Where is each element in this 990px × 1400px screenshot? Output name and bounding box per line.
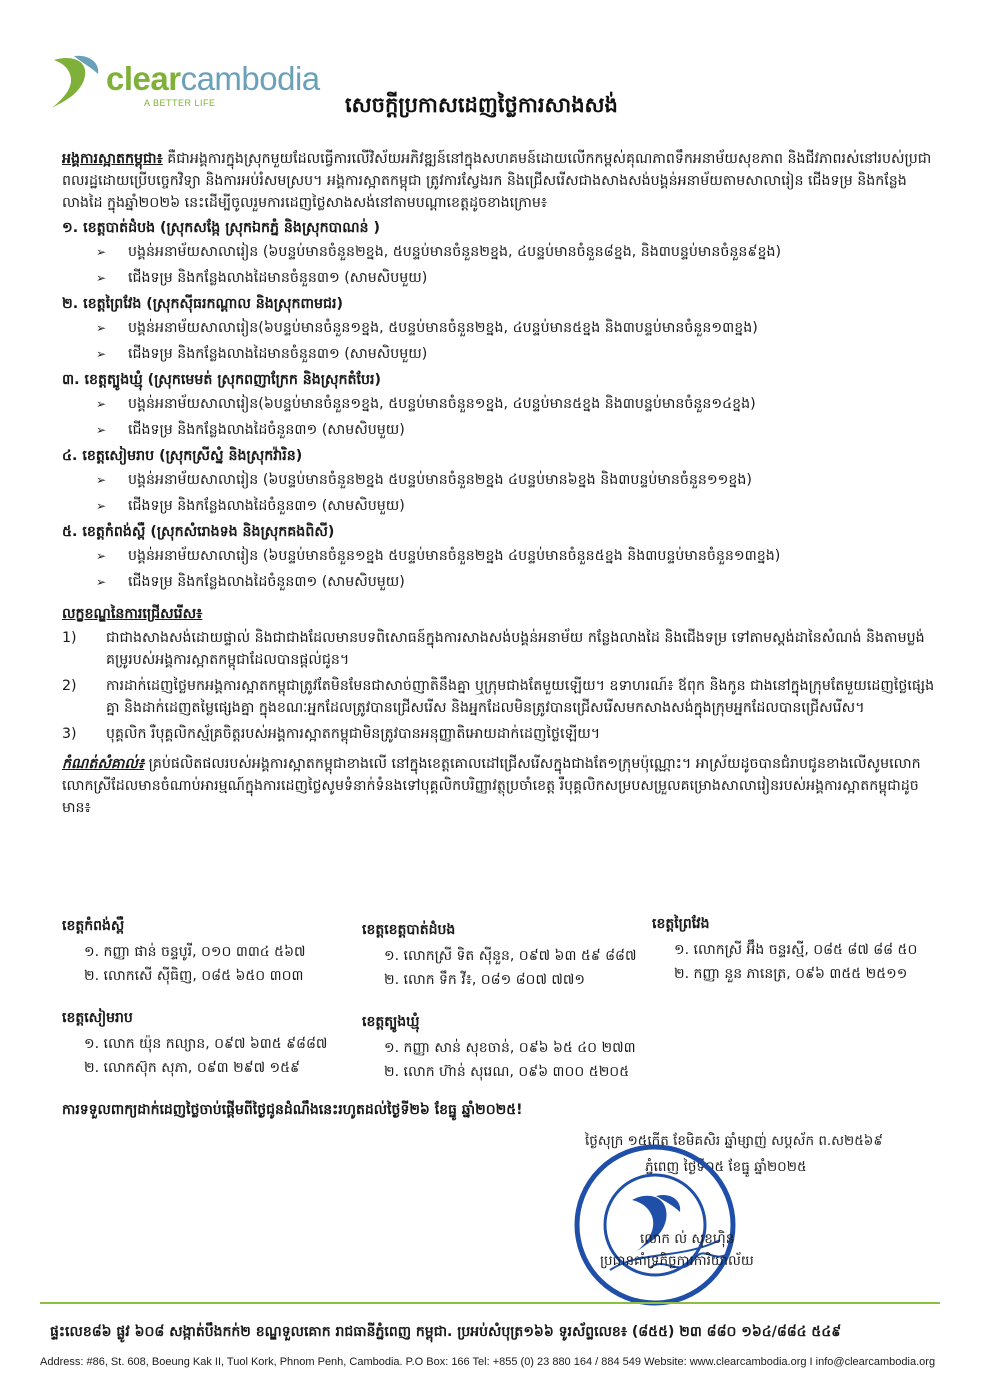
list-item: ➢ បង្គន់អនាម័យសាលារៀន(៦បន្ទប់មានចំនួន១ខ្នង, ៥បន្ទប់មានចំនួន១ខ្នង, ៤បន្ទប់មាន៥ខ្នង និង៣បន្ទប់មានចំនួន១៤ខ្នង) — [62, 393, 942, 415]
list-item: ➢ ជើងទម្រ និងកន្លែងលាងដៃចំនួន៣១ (សាមសិបមួយ) — [62, 495, 942, 517]
criteria-heading: លក្ខខណ្ឌនៃការជ្រើសរើស៖ — [62, 606, 203, 622]
contact-line: ២. លោក ទឹក វី៖, ០៨១ ៨០៧ ៧៧១ — [384, 972, 585, 988]
signer-role: ប្រធានគាំទ្រកិច្ចការការិយាល័យ — [600, 1253, 754, 1269]
page-title: សេចក្តីប្រកាសដេញថ្លៃការសាងសង់ — [345, 93, 618, 117]
list-item: ➢ ជើងទម្រ និងកន្លែងលាងដៃចំនួន៣១ (សាមសិបមួយ) — [62, 419, 942, 441]
lunar-date: ថ្ងៃសុក្រ ១៥កើត ខែមិគសិរ ឆ្នាំម្សាញ់ សប្តស័ក ព.ស២៥៦៩ — [585, 1133, 883, 1149]
contact-line: ២. លោក ហ៊ាន់ សុរេណ, ០៩៦ ៣០០ ៥២០៥ — [384, 1064, 630, 1080]
logo-wordmark: clearcambodia — [106, 60, 320, 97]
footer-address-khmer: ផ្ទះលេខ៨៦ ផ្លូវ ៦០៨ សង្កាត់បឹងកក់២ ខណ្ឌទួលគោក រាជធានីភ្នំពេញ កម្ពុជា. ប្រអប់សំបុត្រ១៦៦ ទូរស័ព្ទលេខ៖ (៨៥៥) ២៣ ៨៨០ ១៦៤/៨៨៤ ៥៤៩ — [50, 1324, 842, 1340]
list-item: ➢ បង្គន់អនាម័យសាលារៀន (៦បន្ទប់មានចំនួន២ខ្នង, ៥បន្ទប់មានចំនួន២ខ្នង, ៤បន្ទប់មានចំនួន៨ខ្នង, និង៣បន្ទប់មានចំនួន៩ខ្នង) — [62, 241, 942, 263]
signer-name: លោក ល់ សុខហ៊ិន — [640, 1231, 735, 1247]
contact-line: ១. កញ្ញា ផាន់ ចន្ទបូរី, ០១០ ៣៣៤ ៥៦៧ — [84, 944, 306, 960]
contact-province: ខេត្តកំពង់ស្ពឺ — [62, 918, 125, 934]
list-item: ➢ បង្គន់អនាម័យសាលារៀន (៦បន្ទប់មានចំនួន២ខ្នង ៥បន្ទប់មានចំនួន២ខ្នង ៤បន្ទប់មាន៦ខ្នង និង៣បន្ទប់មានចំនួន១១ខ្នង) — [62, 469, 942, 491]
province-heading: ៣. ខេត្តត្បូងឃ្មុំ (ស្រុកមេមត់ ស្រុកពញាក្រែក និងស្រុកតំបែរ) — [62, 372, 382, 388]
contact-province: ខេត្តសៀមរាប — [62, 1010, 133, 1026]
intro-text: គឺជាអង្គការក្នុងស្រុកមួយដែលធ្វើការលើវិស័យអភិវឌ្ឍន៍នៅក្នុងសហគមន៍ដោយលើកកម្ពស់គុណភាពទឹកអនាម័យសុខភាព និងជីវភាពរស់នៅរបស់ប្រជាពលរដ្ឋដោយប្រើបច្ចេកវិទ្យា និងការអប់រំសមស្រប។ អង្គការស្អាតកម្ពុជា ត្រូវការស្វែងរក និងជ្រើសរើសជាងសាងសង់បង្គន់អនាម័យតាមសាលារៀន ជើងទម្រ និងកន្លែងលាងដៃ ក្នុងឆ្នាំ២០២៦ នេះដើម្បីចូលរួមការដេញថ្លៃសាងសង់នៅតាមបណ្តាខេត្តដូចខាងក្រោម៖ — [62, 151, 932, 211]
intro-lead: អង្គការស្អាតកម្ពុជា៖ — [62, 151, 163, 167]
province-heading: ១. ខេត្តបាត់ដំបង (ស្រុកសង្កែ ស្រុកឯកភ្នំ និងស្រុកបាណន់ ) — [62, 220, 380, 236]
arrow-icon: ➢ — [96, 245, 107, 259]
contact-province: ខេត្តខេត្តបាត់ដំបង — [362, 922, 456, 938]
contact-line: ២. លោកសេី ស៊ីធិញ, ០៨៥ ៦៥០ ៣០៣ — [84, 968, 304, 984]
province-heading: ២. ខេត្តព្រៃវែង (ស្រុកស៊ីធរកណ្តាល និងស្រុកពាមជរ) — [62, 296, 344, 312]
arrow-icon: ➢ — [96, 347, 107, 361]
criteria-item: 3) បុគ្គលិក រឺបុគ្គលិកស្ម័គ្រចិត្តរបស់អង្គការស្អាតកម្ពុជាមិនត្រូវបានអនុញ្ញាតិអោយដាក់ដេញថ្លៃឡើយ។ — [62, 726, 601, 742]
arrow-icon: ➢ — [96, 549, 107, 563]
arrow-icon: ➢ — [96, 575, 107, 589]
list-item: ➢ ជើងទម្រ និងកន្លែងលាងដៃមានចំនួន៣១ (សាមសិបមួយ) — [62, 343, 942, 365]
announcement-body — [62, 148, 942, 819]
intro-paragraph — [62, 148, 942, 214]
signer-block — [600, 1228, 920, 1272]
note-lead: កំណត់សំគាល់៖ — [62, 756, 145, 772]
contact-block — [362, 918, 662, 992]
province-section — [62, 217, 942, 593]
footer-address-english: Address: #86, St. 608, Boeung Kak II, Tuol Kork, Phnom Penh, Cambodia. P.O Box: 166 Tel: +855 (0) 23 880 164 / 884 549 Website: www.clearcambodia.org I info@clearcambodia.org — [40, 1356, 936, 1368]
arrow-icon: ➢ — [96, 423, 107, 437]
footer-divider — [40, 1302, 940, 1304]
deadline-text: ការទទួលពាក្យដាក់ដេញថ្លៃចាប់ផ្តើមពីថ្ងៃជូនដំណឹងនេះរហូតដល់ថ្ងៃទី២៦ ខែធ្នូ ឆ្នាំ២០២៥! — [62, 1102, 523, 1118]
contact-line: ១. លោកស្រី ទិត ស៊ីនួន, ០៩៧ ៦៣ ៥៩ ៨៨៧ — [384, 948, 637, 964]
list-item: ➢ បង្គន់អនាម័យសាលារៀន (៦បន្ទប់មានចំនួន១ខ្នង ៥បន្ទប់មានចំនួន២ខ្នង ៤បន្ទប់មានចំនួន៥ខ្នង និង៣បន្ទប់មានចំនួន១៣ខ្នង) — [62, 545, 942, 567]
contact-line: ១. លោក យ៉ុន កល្យាន, ០៩៧ ៦៣៥ ៩៨៨៧ — [84, 1036, 328, 1052]
criteria-item: 2) ការដាក់ដេញថ្លៃមកអង្គការស្អាតកម្ពុជាត្រូវតែមិនមែនជាសាច់ញាតិនឹងគ្នា ឬក្រុមជាងតែមួយឡើយ។ ឧទាហរណ៍៖ ឪពុក និងកូន ជាងនៅក្នុងក្រុមតែមួយដេញថ្លៃផ្សេងគ្នា និងដាក់ដេញតម្លៃផ្សេងគ្នា ក្នុងខណៈអ្នកដែលត្រូវបានជ្រើសរើស និងអ្នកដែលមិនត្រូវបានជ្រើសរើសមកសាងសង់ក្នុងក្រុមអ្នកដែលបានជ្រើសរើស។ — [62, 678, 935, 716]
contact-line: ១. កញ្ញា សាន់ សុខចាន់, ០៩៦ ៦៥ ៤០ ២៧៣ — [384, 1040, 636, 1056]
place-date: ភ្នំពេញ ថ្ងៃទី០៥ ខែធ្នូ ឆ្នាំ២០២៥ — [645, 1159, 807, 1175]
province-heading: ៤. ខេត្តសៀមរាប (ស្រុកស្រីស្នំ និងស្រុកវ៉ារិន) — [62, 448, 303, 464]
list-item: ➢ បង្គន់អនាម័យសាលារៀន(៦បន្ទប់មានចំនួន១ខ្នង, ៥បន្ទប់មានចំនួន២ខ្នង, ៤បន្ទប់មាន៥ខ្នង និង៣បន្ទប់មានចំនួន១៣ខ្នង) — [62, 317, 942, 339]
contact-block — [62, 1006, 362, 1080]
organization-stamp-icon — [570, 1140, 740, 1310]
note-paragraph: កំណត់សំគាល់៖ គ្រប់ផលិតផលរបស់អង្គការស្អាតកម្ពុជាខាងលើ នៅក្នុងខេត្តគោលដៅជ្រើសរើសក្នុងជាងតែ១ក្រុមប៉ុណ្ណោះ។ អាស្រ័យដូចបានជំរាបជូនខាងលើសូមលោក លោកស្រីដែលមានចំណាប់អារម្មណ៍ក្នុងការដេញថ្លៃសូមទំនាក់ទំនងទៅបុគ្គលិកបរិញ្ញាវត្ថុប្រចាំខេត្ត រឺបុគ្គលិកសម្របសម្រួលគម្រោងសាលារៀនរបស់អង្គការស្អាតកម្ពុជាដូចមាន៖ — [62, 756, 921, 816]
province-heading: ៥. ខេត្តកំពង់ស្ពឺ (ស្រុកសំរោងទង និងស្រុកគងពិសី) — [62, 524, 335, 540]
clear-cambodia-logo-icon — [44, 52, 106, 112]
contact-line: ២. លោកស៊ុក សុភា, ០៩៣ ២៩៧ ១៥៩ — [84, 1060, 300, 1076]
contact-block — [362, 1010, 662, 1084]
contact-province: ខេត្តព្រៃវែង — [652, 916, 710, 932]
contact-line: ១. លោកស្រី អ៊ឹង ចន្ទរស្មី, ០៨៥ ៨៧ ៨៨ ៥០ — [674, 942, 918, 958]
list-item: ➢ ជើងទម្រ និងកន្លែងលាងដៃចំនួន៣១ (សាមសិបមួយ) — [62, 571, 942, 593]
list-item: ➢ ជើងទម្រ និងកន្លែងលាងដៃមានចំនួន៣១ (សាមសិបមួយ) — [62, 267, 942, 289]
logo — [44, 52, 344, 112]
contact-block — [652, 912, 952, 986]
criteria-item: 1) ជាជាងសាងសង់ដោយផ្ទាល់ និងជាជាងដែលមានបទពិសោធន៍ក្នុងការសាងសង់បង្គន់អនាម័យ កន្លែងលាងដៃ និងជើងទម្រ ទៅតាមស្តង់ដានៃសំណង់ និងតាមប្លង់គម្រូរបស់អង្គការស្អាតកម្ពុជាដែលបានផ្តល់ជូន។ — [62, 630, 925, 668]
contact-province: ខេត្តត្បូងឃ្មុំ — [362, 1014, 420, 1030]
arrow-icon: ➢ — [96, 271, 107, 285]
contact-line: ២. កញ្ញា នួន ភានេត្រ, ០៩៦ ៣៥៥ ២៥១១ — [674, 966, 908, 982]
arrow-icon: ➢ — [96, 397, 107, 411]
arrow-icon: ➢ — [96, 321, 107, 335]
logo-tagline: A BETTER LIFE — [144, 98, 216, 108]
arrow-icon: ➢ — [96, 499, 107, 513]
arrow-icon: ➢ — [96, 473, 107, 487]
contact-block — [62, 914, 362, 988]
